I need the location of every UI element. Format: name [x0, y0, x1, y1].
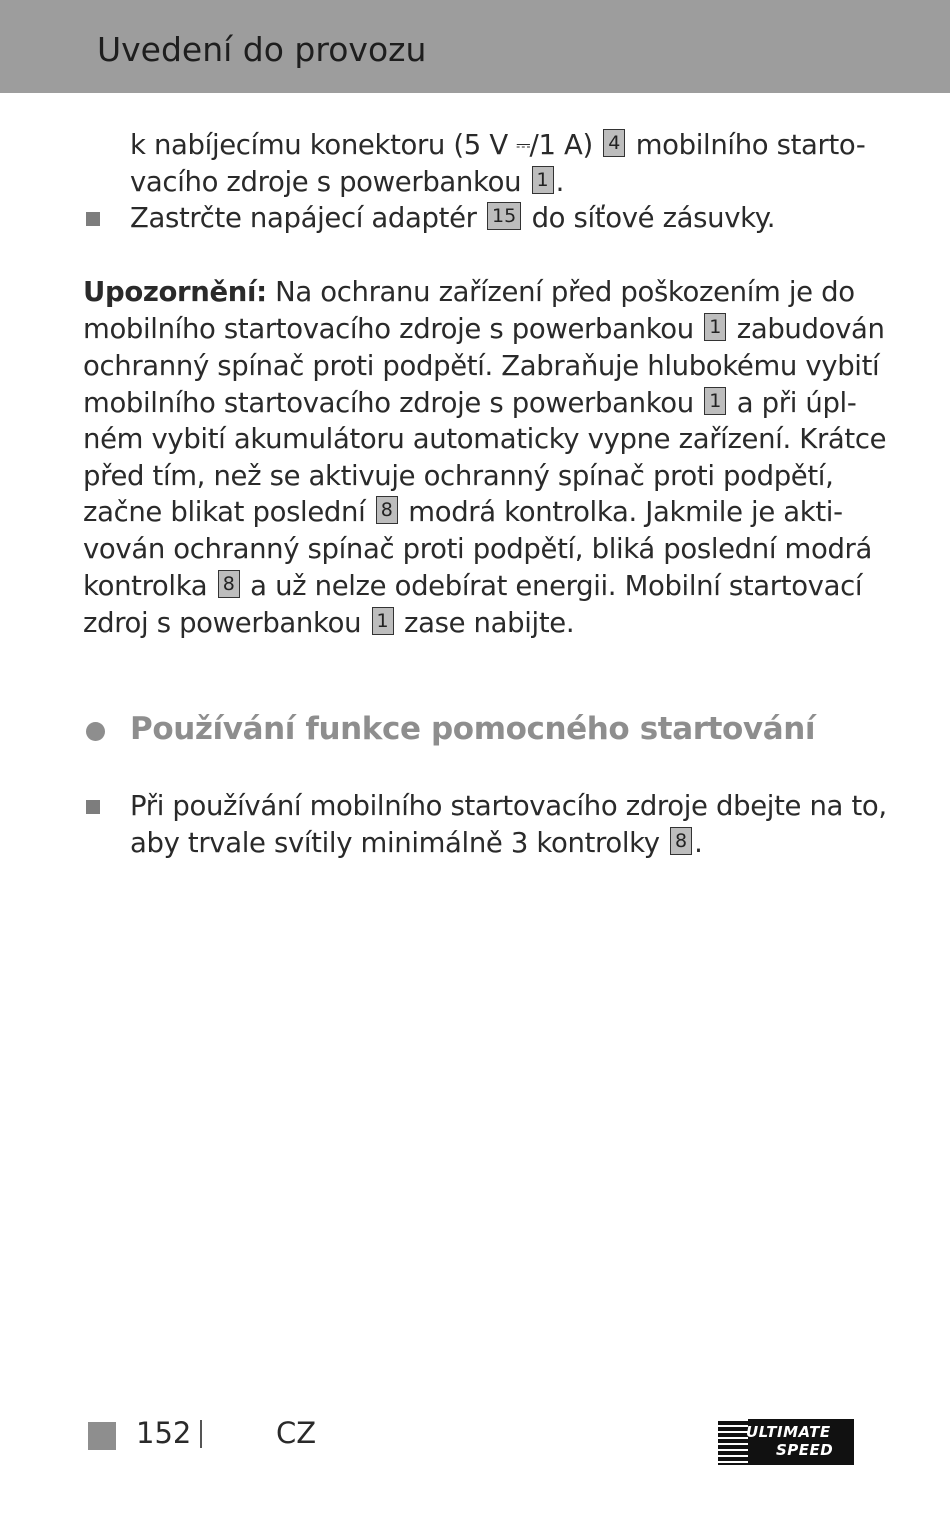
text: mobilního startovacího zdroje s powerbankou: [83, 313, 703, 345]
text: kontrolka: [83, 570, 216, 602]
intro-line-2: [130, 164, 564, 201]
text: vacího zdroje s powerbankou: [130, 166, 530, 198]
notice-line-7: [83, 494, 843, 531]
text: Zastrčte napájecí adaptér: [130, 202, 485, 234]
bullet-square-icon: [86, 800, 100, 814]
text: mobilního startovacího zdroje s powerbankou: [83, 387, 703, 419]
text: mobilního starto-: [627, 129, 866, 161]
text: .: [555, 166, 565, 198]
text: zdroj s powerbankou: [83, 607, 370, 639]
part-number-ref: 1: [704, 387, 726, 415]
logo-text-top: ULTIMATE: [746, 1423, 831, 1441]
footer-divider: [200, 1420, 202, 1448]
intro-bullet: [130, 200, 775, 237]
part-number-ref: 15: [487, 202, 521, 230]
language-code: CZ: [276, 1416, 317, 1450]
footer-square-icon: [88, 1422, 116, 1450]
part-number-ref: 8: [218, 570, 240, 598]
header-title: Uvedení do provozu: [97, 30, 427, 69]
notice-line-5: ném vybití akumulátoru automaticky vypne zařízení. Krátce: [83, 423, 887, 455]
section-bullet-line-1: Při používání mobilního startovacího zdroje dbejte na to,: [130, 790, 887, 822]
part-number-ref: 8: [376, 496, 398, 524]
notice-line-4: [83, 385, 856, 422]
notice-line-9: [83, 568, 862, 605]
notice-line-2: [83, 311, 885, 348]
part-number-ref: 1: [704, 313, 726, 341]
text: /1 A): [529, 129, 602, 161]
text: modrá kontrolka. Jakmile je akti-: [399, 496, 843, 528]
page-header: [0, 0, 950, 93]
text: aby trvale svítily minimálně 3 kontrolky: [130, 827, 669, 859]
text: Na ochranu zařízení před poškozením je do: [266, 276, 855, 308]
page-number: 152: [136, 1416, 192, 1450]
text: k nabíjecímu konektoru (5 V: [130, 129, 517, 161]
text: zase nabijte.: [395, 607, 575, 639]
part-number-ref: 4: [603, 129, 625, 157]
dc-symbol: ⎓: [516, 135, 530, 156]
notice-line-6: před tím, než se aktivuje ochranný spínač proti podpětí,: [83, 460, 834, 492]
section-bullet-icon: [86, 722, 105, 741]
text: začne blikat poslední: [83, 496, 374, 528]
text: a při úpl-: [728, 387, 857, 419]
part-number-ref: 1: [372, 607, 394, 635]
logo-text-bottom: SPEED: [776, 1441, 834, 1459]
notice-line-10: [83, 605, 574, 642]
notice-line-8: vován ochranný spínač proti podpětí, bliká poslední modrá: [83, 533, 873, 565]
text: do síťové zásuvky.: [523, 202, 776, 234]
text: a už nelze odebírat energii. Mobilní startovací: [241, 570, 863, 602]
text: zabudován: [728, 313, 885, 345]
part-number-ref: 8: [670, 827, 692, 855]
section-bullet-line-2: [130, 825, 703, 862]
intro-line-1: [130, 127, 866, 164]
notice-line-3: ochranný spínač proti podpětí. Zabraňuje hlubokému vybití: [83, 350, 880, 382]
part-number-ref: 1: [532, 166, 554, 194]
notice-label: Upozornění:: [83, 276, 267, 308]
section-title: Používání funkce pomocného startování: [130, 711, 816, 747]
bullet-square-icon: [86, 212, 100, 226]
notice-line-1: [83, 274, 855, 311]
logo-stripes: [718, 1419, 748, 1465]
brand-logo: [718, 1419, 854, 1465]
text: .: [694, 827, 703, 859]
